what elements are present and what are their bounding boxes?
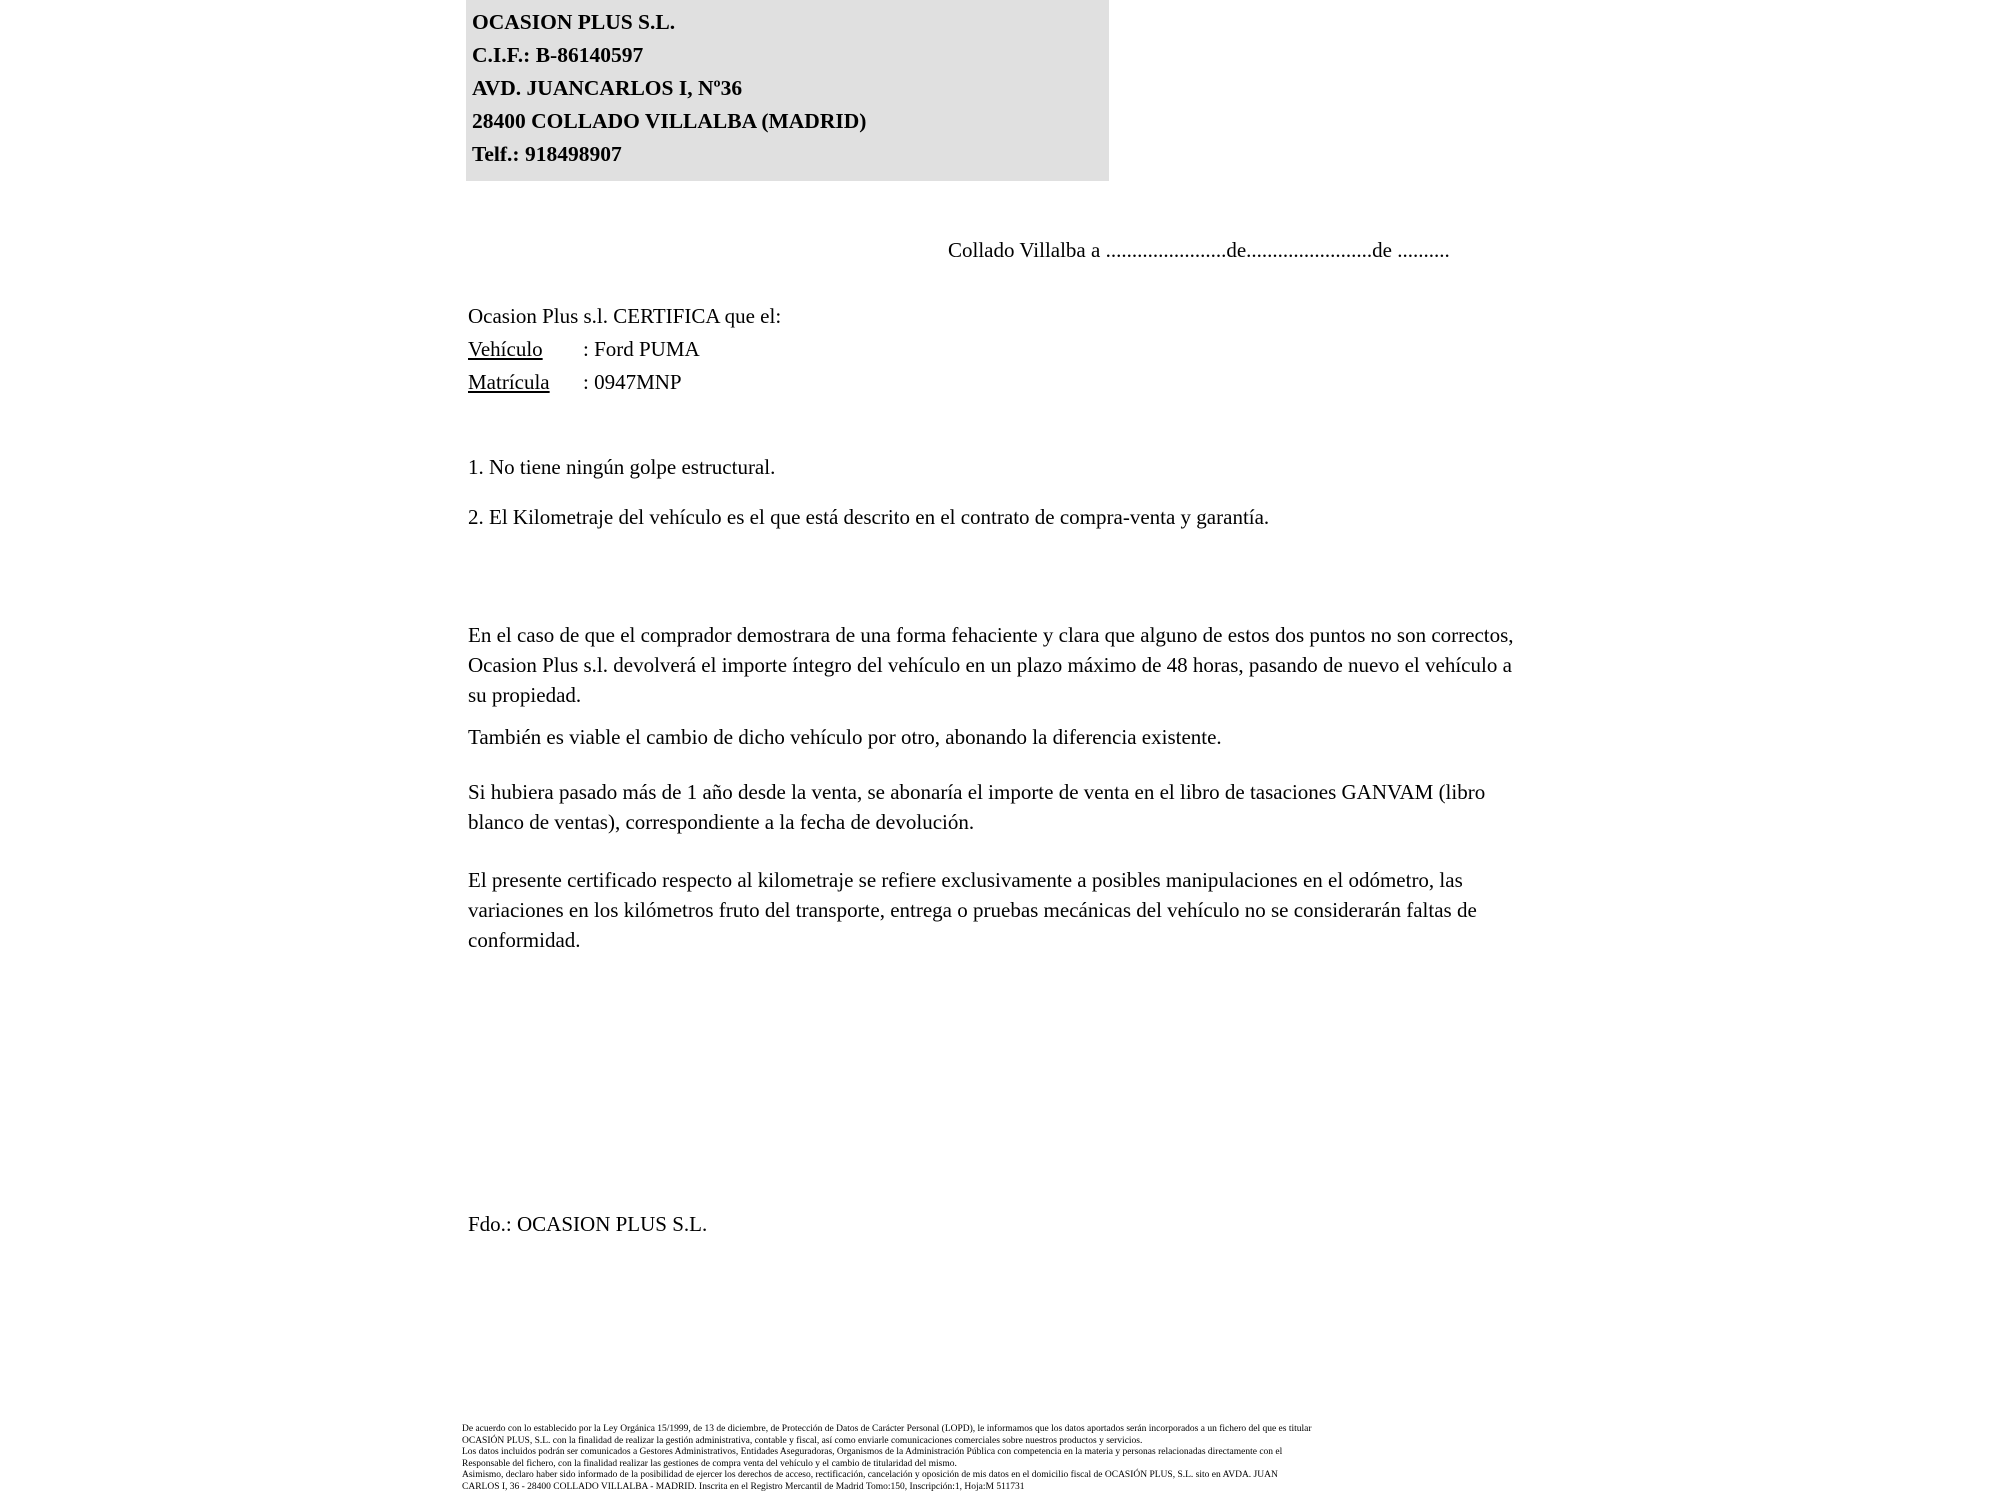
certifies-intro: Ocasion Plus s.l. CERTIFICA que el: bbox=[468, 304, 782, 328]
company-name: OCASION PLUS S.L. bbox=[472, 10, 676, 34]
point-2: 2. El Kilometraje del vehículo es el que está descrito en el contrato de compra-venta y garantía. bbox=[468, 505, 1270, 529]
signature-line: Fdo.: OCASION PLUS S.L. bbox=[468, 1212, 708, 1236]
legal-line-6: CARLOS I, 36 - 28400 COLLADO VILLALBA - MADRID. Inscrita en el Registro Mercantil de Madrid Tomo:150, Inscripción:1, Hoja:M 511731 bbox=[462, 1481, 1025, 1492]
company-address: AVD. JUANCARLOS I, Nº36 bbox=[472, 76, 743, 100]
legal-line-2: OCASIÓN PLUS, S.L. con la finalidad de realizar la gestión administrativa, contable y fiscal, así como enviarle comunicaciones comerciales sobre nuestros productos y servicios. bbox=[462, 1435, 1143, 1446]
legal-line-3: Los datos incluidos podrán ser comunicados a Gestores Administrativos, Entidades Aseguradoras, Organismos de la Administración Pública con competencia en la materia y personas relacionadas directamente con el bbox=[462, 1447, 1283, 1458]
vehicle-row bbox=[468, 333, 781, 366]
plate-row bbox=[468, 366, 781, 399]
place-date-line: Collado Villalba a .......................de........................de .......... bbox=[948, 238, 1450, 262]
company-header-block bbox=[466, 0, 1109, 181]
company-cif: C.I.F.: B-86140597 bbox=[472, 43, 644, 67]
paragraph-ganvam: Si hubiera pasado más de 1 año desde la venta, se abonaría el importe de venta en el libro de tasaciones GANVAM (libro blanco de ventas), correspondiente a la fecha de devolución. bbox=[468, 780, 1486, 834]
paragraph-odometer: El presente certificado respecto al kilometraje se refiere exclusivamente a posibles manipulaciones en el odómetro, las variaciones en los kilómetros fruto del transporte, entrega o pruebas mecánicas del vehículo no se considerarán faltas de conformidad. bbox=[468, 868, 1477, 952]
legal-line-1: De acuerdo con lo establecido por la Ley Orgánica 15/1999, de 13 de diciembre, de Protección de Datos de Carácter Personal (LOPD), le informamos que los datos aportados serán incorporados a un fichero del que es titular bbox=[462, 1424, 1312, 1434]
legal-footer bbox=[462, 1424, 1552, 1494]
vehicle-label: Vehículo bbox=[468, 337, 543, 361]
company-phone: Telf.: 918498907 bbox=[472, 142, 622, 166]
legal-line-5: Asimismo, declaro haber sido informado de la posibilidad de ejercer los derechos de acceso, rectificación, cancelación y oposición de mis datos en el domicilio fiscal de OCASIÓN PLUS, S.L. sito en AVDA. JUAN bbox=[462, 1470, 1278, 1481]
point-1: 1. No tiene ningún golpe estructural. bbox=[468, 455, 776, 479]
paragraph-refund: En el caso de que el comprador demostrara de una forma fehaciente y clara que alguno de estos dos puntos no son correctos, Ocasion Plus s.l. devolverá el importe íntegro del vehículo en un plazo máximo de 48 horas, pasando de nuevo el vehículo a su propiedad. bbox=[468, 623, 1514, 707]
company-city: 28400 COLLADO VILLALBA (MADRID) bbox=[472, 109, 867, 133]
plate-value: : 0947MNP bbox=[583, 370, 682, 394]
vehicle-value: : Ford PUMA bbox=[583, 337, 700, 361]
paragraph-exchange: También es viable el cambio de dicho vehículo por otro, abonando la diferencia existente. bbox=[468, 725, 1222, 749]
legal-line-4: Responsable del fichero, con la finalidad realizar las gestiones de compra venta del vehículo y el cambio de titularidad del mismo. bbox=[462, 1458, 957, 1469]
plate-label: Matrícula bbox=[468, 370, 550, 394]
certification-block bbox=[468, 300, 781, 399]
